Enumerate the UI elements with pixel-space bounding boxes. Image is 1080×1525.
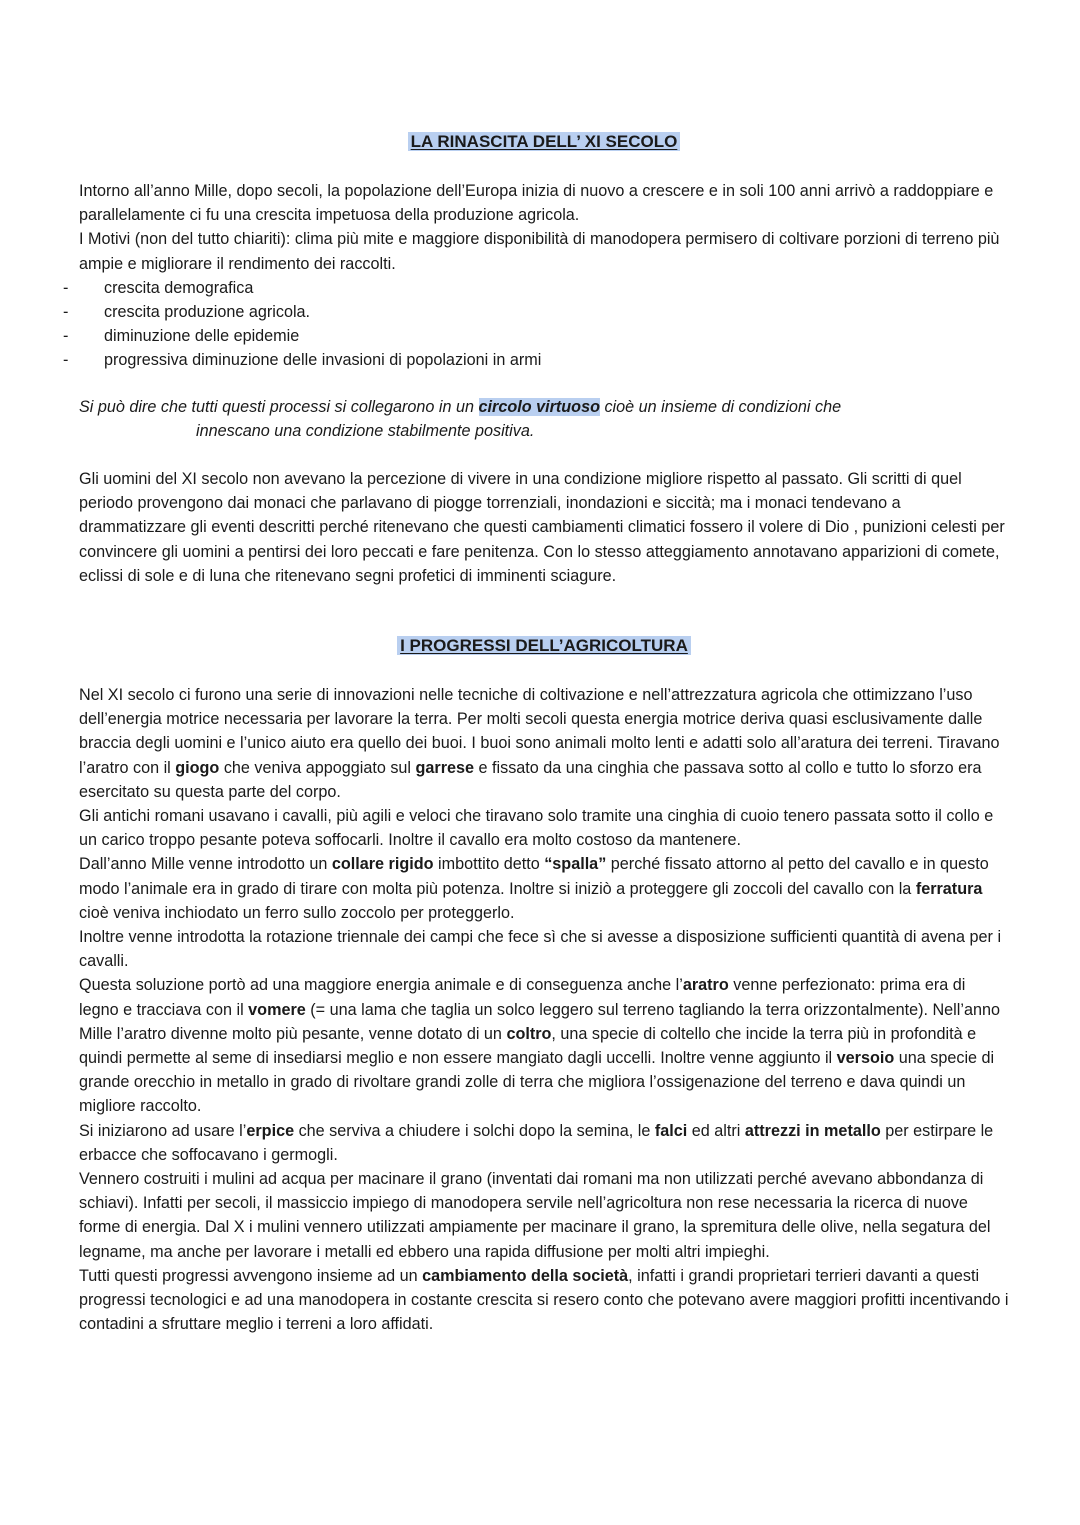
list-item: - progressiva diminuzione delle invasioni di popolazioni in armi: [79, 348, 1009, 372]
quote-text: Si può dire che tutti questi processi si collegarono in un: [79, 398, 479, 416]
term-garrese: garrese: [415, 758, 475, 777]
quote-paragraph: [79, 395, 1009, 443]
term-versoio: versoio: [836, 1049, 895, 1068]
bullet-list: [79, 276, 1009, 373]
term-attrezzi-metallo: attrezzi in metallo: [744, 1121, 881, 1140]
term-falci: falci: [654, 1121, 688, 1140]
term-aratro: aratro: [682, 976, 729, 995]
section-title-text: I PROGRESSI DELL’AGRICOLTURA: [397, 636, 691, 655]
paragraph-collare: Dall’anno Mille venne introdotto un collare rigido imbottito detto “spalla” perché fissato attorno al petto del cavallo e in questo modo l’animale era in grado di tirare con molta più potenza. Inoltre si iniziò a proteggere gli zoccoli del cavallo con la ferratura cioè veniva inchiodato un ferro sullo zoccolo per proteggerlo.: [79, 855, 989, 922]
intro-paragraph-2: I Motivi (non del tutto chiariti): clima più mite e maggiore disponibilità di manodopera permisero di coltivare porzioni di terreno più ampie e migliorare il rendimento dei raccolti.: [79, 230, 1000, 273]
term-cambiamento-societa: cambiamento della società: [422, 1266, 629, 1285]
paragraph-erpice: Si iniziarono ad usare l’erpice che serviva a chiudere i solchi dopo la semina, le falci ed altri attrezzi in metallo per estirpare le erbacce che soffocavano i germogli.: [79, 1121, 994, 1164]
paragraph-rotazione: Inoltre venne introdotta la rotazione triennale dei campi che fece sì che si avesse a disposizione sufficienti quantità di avena per i cavalli.: [79, 928, 1002, 971]
list-item: - diminuzione delle epidemie: [79, 324, 1009, 348]
list-item: - crescita demografica: [79, 276, 1009, 300]
quote-line-2: innescano una condizione stabilmente positiva.: [196, 422, 535, 441]
section-title-text: LA RINASCITA DELL’ XI SECOLO: [408, 132, 681, 151]
section-title-rinascita: [79, 130, 1009, 154]
section-rinascita-body: [79, 179, 1009, 373]
paragraph-romani: Gli antichi romani usavano i cavalli, più agili e veloci che tiravano solo tramite una cinghia di cuoio tenero passata sotto il collo e un carico troppo pesante poteva soffocarli. Inoltre il cavallo era molto costoso da mantenere.: [79, 807, 994, 850]
paragraph-buoi: Nel XI secolo ci furono una serie di innovazioni nelle tecniche di coltivazione e nell’attrezzatura agricola che ottimizzano l’uso dell’energia motrice necessaria per lavorare la terra. Per molti secoli questa energia motrice deriva quasi esclusivamente dalle braccia degli uomini e l’unico aiuto era quello dei buoi. I buoi sono animali molto lenti e adatti solo all’aratura dei terreni. Tiravano l’aratro con il giogo che veniva appoggiato sul garrese e fissato da una cinghia che passava sotto al collo e tutto lo sforzo era esercitato su questa parte del corpo.: [79, 686, 1000, 801]
paragraph-mulini: Vennero costruiti i mulini ad acqua per macinare il grano (inventati dai romani ma non utilizzati perché avevano abbondanza di schiavi). Infatti per secoli, il massiccio impiego di manodopera servile nell’agricoltura non rese necessaria la ricerca di nuove forme di energia. Dal X i mulini vennero utilizzati ampiamente per macinare il grano, la spremitura delle olive, nella segatura del legname, ma anche per lavorare i metalli ed ebbero una rapida diffusione per molti altri impieghi.: [79, 1170, 991, 1261]
section-title-agricoltura: [79, 634, 1009, 658]
term-giogo: giogo: [175, 758, 220, 777]
quote-text: cioè un insieme di condizioni che: [599, 398, 842, 416]
term-collare-rigido: collare rigido: [331, 855, 434, 874]
paragraph-aratro: Questa soluzione portò ad una maggiore energia animale e di conseguenza anche l’aratro venne perfezionato: prima era di legno e tracciava con il vomere (= una lama che taglia un solco leggero sul terreno tagliando la terra orizzontalmente). Nell’anno Mille l’aratro divenne molto più pesante, venne dotato di un coltro, una specie di coltello che incide la terra più in profondità e quindi permette al seme di insediarsi meglio e non essere mangiato dagli uccelli. Inoltre venne aggiunto il versoio una specie di grande orecchio in metallo in grado di rivoltare grandi zolle di terra che migliora l’ossigenazione del terreno e dava quindi un migliore raccolto.: [79, 976, 1000, 1116]
term-coltro: coltro: [506, 1024, 552, 1043]
intro-paragraph-1: Intorno all’anno Mille, dopo secoli, la popolazione dell’Europa inizia di nuovo a crescere e in soli 100 anni arrivò a raddoppiare e parallelamente ci fu una crescita impetuosa della produzione agricola.: [79, 182, 994, 225]
highlight-circolo-virtuoso: circolo virtuoso: [478, 398, 600, 416]
paragraph-societa: Tutti questi progressi avvengono insieme ad un cambiamento della società, infatti i grandi proprietari terrieri davanti a questi progressi tecnologici e ad una manodopera in costante crescita si resero conto che potevano avere maggiori profitti incentivando i contadini a sfruttare meglio i terreni a loro affidati.: [79, 1266, 1009, 1334]
paragraph-text: Gli uomini del XI secolo non avevano la percezione di vivere in una condizione migliore rispetto al passato. Gli scritti di quel periodo provengono dai monaci che parlavano di piogge torrenziali, inondazioni e siccità; ma i monaci tendevano a drammatizzare gli eventi descritti perché ritenevano che questi cambiamenti climatici fossero il volere di Dio , punizioni celesti per convincere gli uomini a pentirsi dei loro peccati e fare penitenza. Con lo stesso atteggiamento annotavano apparizioni di comete, eclissi di sole e di luna che ritenevano segni profetici di imminenti sciagure.: [79, 470, 1005, 585]
section-agricoltura-body: [79, 683, 1009, 1336]
term-spalla: “spalla”: [544, 855, 607, 874]
list-item: - crescita produzione agricola.: [79, 300, 1009, 324]
term-vomere: vomere: [248, 1000, 306, 1019]
term-erpice: erpice: [246, 1121, 295, 1140]
paragraph-monaci: [79, 467, 1009, 588]
term-ferratura: ferratura: [915, 879, 983, 898]
